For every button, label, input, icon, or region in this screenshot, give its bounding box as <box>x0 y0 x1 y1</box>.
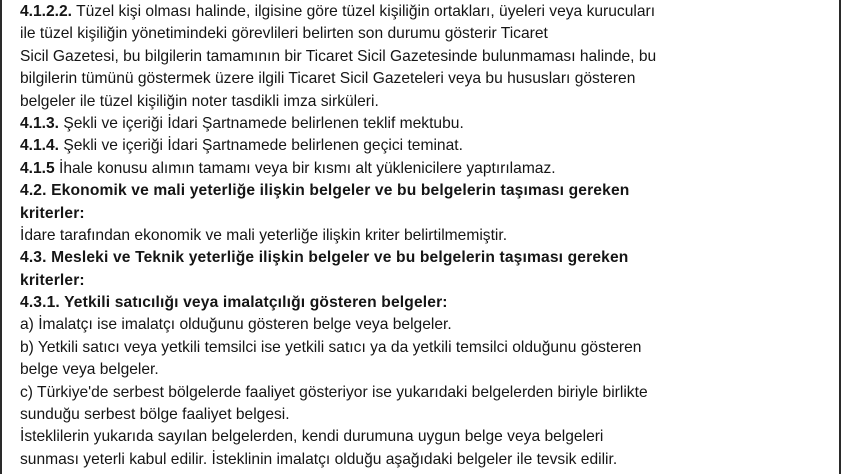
section-heading-4-3-line-1: 4.3. Mesleki ve Teknik yeterliğe ilişkin belgeler ve bu belgelerin taşıması gereken <box>20 249 629 267</box>
list-item-a: a) İmalatçı ise imalatçı olduğunu gösteren belge veya belgeler. <box>20 316 452 334</box>
closing-text-line-2: sunması yeterli kabul edilir. İsteklinin imalatçı olduğu aşağıdaki belgeler ile tevsik edilir. <box>20 450 618 468</box>
item-number-4-1-3: 4.1.3. <box>20 114 60 132</box>
list-item-c-line-1: c) Türkiye'de serbest bölgelerde faaliyet gösteriyor ise yukarıdaki belgelerden biriyle birlikte <box>20 383 648 401</box>
item-4-1-2-2-line-5: belgeler ile tüzel kişiliğin noter tasdikli imza sirküleri. <box>20 92 379 110</box>
item-4-1-2-2-line-1 <box>20 1 839 23</box>
item-4-1-2-2-line-4: bilgilerin tümünü göstermek üzere ilgili Ticaret Sicil Gazeteleri veya bu hususları gösteren <box>20 70 636 88</box>
section-heading-4-2-line-1: 4.2. Ekonomik ve mali yeterliğe ilişkin belgeler ve bu belgelerin taşıması gereken <box>20 182 630 200</box>
item-number-4-1-4: 4.1.4. <box>20 137 60 155</box>
section-heading-4-3-line-2: kriterler: <box>20 271 85 289</box>
section-heading-4-2-line-2: kriterler: <box>20 204 85 222</box>
subsection-heading-4-3-1: 4.3.1. Yetkili satıcılığı veya imalatçılığı gösteren belgeler: <box>20 294 448 312</box>
item-number-4-1-2-2: 4.1.2.2. <box>20 3 73 20</box>
list-item-b-line-1: b) Yetkili satıcı veya yetkili temsilci ise yetkili satıcı ya da yetkili temsilci olduğunu gösteren <box>20 338 642 356</box>
item-number-4-1-5: 4.1.5 <box>20 159 55 177</box>
item-text: İhale konusu alımın tamamı veya bir kısmı alt yüklenicilere yaptırılamaz. <box>54 159 556 177</box>
item-4-1-2-2-line-3: Sicil Gazetesi, bu bilgilerin tamamının bir Ticaret Sicil Gazetesinde bulunmaması halinde, bu <box>20 47 657 65</box>
item-text: Şekli ve içeriği İdari Şartnamede belirlenen teklif mektubu. <box>59 114 464 132</box>
list-item-c-line-2: sunduğu serbest bölge faaliyet belgesi. <box>20 406 290 424</box>
item-4-1-5 <box>20 158 839 180</box>
item-4-1-4 <box>20 135 839 157</box>
list-item-b-line-2: belge veya belgeler. <box>20 361 159 379</box>
item-text: Tüzel kişi olması halinde, ilgisine göre tüzel kişiliğin ortakları, üyeleri veya kurucuları <box>72 3 656 20</box>
item-4-1-2-2-line-2: ile tüzel kişiliğin yönetimindeki görevlileri belirten son durumu gösterir Ticaret <box>20 25 548 43</box>
item-4-1-3 <box>20 113 839 135</box>
section-4-2-text: İdare tarafından ekonomik ve mali yeterliğe ilişkin kriter belirtilmemiştir. <box>20 226 508 244</box>
closing-text-line-1: İsteklilerin yukarıda sayılan belgelerden, kendi durumuna uygun belge veya belgeleri <box>20 428 604 446</box>
item-text: Şekli ve içeriği İdari Şartnamede belirlenen geçici teminat. <box>59 137 463 155</box>
